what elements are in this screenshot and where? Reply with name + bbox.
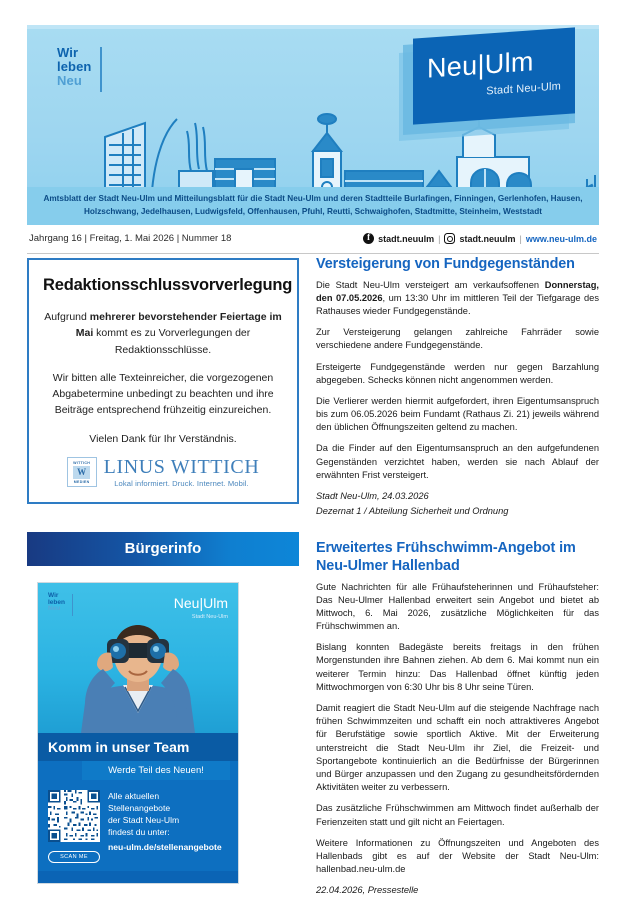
job-logo-neu: Neu: [173, 594, 200, 611]
job-logo-subtitle: Stadt Neu-Ulm: [191, 613, 228, 620]
wittich-mark-letter: [73, 466, 90, 479]
article-paragraph: Gute Nachrichten für alle Frühaufsteherinnen und Frühaufsteher: Das Neu-Ulmer Hallenbad erweitert sein Angebot und bietet ab Mittwoch, 6. Mai 2026, zusätzliche Möglichkeiten für das Frühschwimmen an.: [316, 581, 599, 632]
wittich-logo-mark: [67, 457, 97, 487]
article-headline: Erweitertes Frühschwimm-Angebot im Neu-Ulmer Hallenbad: [316, 540, 576, 574]
editorial-box-title: Redaktionsschlussvorverlegung: [43, 276, 293, 294]
claim-line-2: leben: [57, 59, 92, 75]
logo-text-group: [413, 27, 575, 124]
masthead-top-rule: [27, 25, 599, 29]
article-credit-line-2: Dezernat 1 / Abteilung Sicherheit und Ordnung: [316, 506, 509, 517]
job-ad-footer-bar: [38, 871, 238, 883]
ed-p1-c: kommt es zu Vorverlegungen der Redaktionsschlüsse.: [93, 327, 251, 356]
editorial-paragraph-1: [43, 309, 283, 358]
logo-word-ulm: Ulm: [484, 46, 534, 80]
city-logo: [399, 33, 589, 143]
job-logo-wordmark: Neu|Ulm: [173, 594, 228, 611]
publisher-tagline: Lokal informiert. Druck. Internet. Mobil.: [114, 478, 249, 488]
issue-meta: Jahrgang 16 | Freitag, 1. Mai 2026 | Nummer 18: [29, 233, 232, 244]
claim-line-3: Neu: [57, 73, 82, 89]
website-link[interactable]: www.neu-ulm.de: [525, 233, 597, 244]
editorial-paragraph-2: Wir bitten alle Texteinreicher, die vorgezogenen Abgabetermine unbedingt zu beachten und ihre Beiträge entsprechend frühzeitig einzureichen.: [52, 371, 274, 417]
logo-word-neu: Neu: [427, 50, 478, 84]
separator-1: |: [438, 233, 441, 244]
article-paragraph: Damit reagiert die Stadt Neu-Ulm auf die steigende Nachfrage nach frühen Schwimmzeiten und schafft ein noch attraktiveres Angebot für Berufstätige sowie sportlich Aktive. Mit der Erweiterung unterstreicht die Stadt Neu-Ulm ihr Ziel, die Freizeit- und Sportangebote kontinuierlich an die Bedürfnisse der Bürgerinnen und Bürger anzupassen und den Zugang zu gesundheitsfördernden Aktivitäten weiter zu verbessern.: [316, 703, 599, 793]
article-paragraph: Da die Finder auf den Eigentumsanspruch an den aufgefundenen Gegenständen verzichtet haben, werden sie nach Ablauf der erwähnten Frist versteigert.: [316, 443, 599, 480]
job-text-line-3: der Stadt Neu-Ulm: [108, 815, 180, 826]
job-advertisement[interactable]: [37, 582, 239, 884]
article-paragraph: Weitere Informationen zu Öffnungszeiten und Angeboten des Hallenbads gibt es auf der Website der Stadt Neu-Ulm: hallenbad.neu-ulm.de: [316, 837, 599, 875]
job-ad-photo: [38, 583, 238, 733]
article-auction: [316, 256, 599, 518]
wittich-mark-bottom: MEDIEN: [73, 479, 90, 484]
instagram-icon[interactable]: [444, 233, 455, 244]
right-column: [316, 256, 599, 897]
ed-p1-a: Aufgrund: [44, 311, 90, 323]
job-text-line-2: Stellenangebote: [108, 803, 171, 814]
issue-line: [27, 231, 599, 254]
article-credit-line-1: Stadt Neu-Ulm, 24.03.2026: [316, 491, 429, 501]
editorial-paragraph-3: Vielen Dank für Ihr Verständnis.: [89, 432, 237, 445]
job-claim-divider: [72, 594, 73, 616]
claim-line-1: Wir: [57, 45, 79, 60]
publisher-name: LINUS WITTICH: [103, 455, 260, 478]
masthead-footer-text: Amtsblatt der Stadt Neu-Ulm und Mitteilungsblatt für die Stadt Neu-Ulm und deren Stadtteile Burlafingen, Finningen, Gerlenhofen, Hausen, Holzschwang, Jedelhausen, Ludwigsfeld, Offenhausen, Pfuhl, Reutti, Schwaighofen, Stadtmitte, Steinheim, Weststadt: [27, 187, 599, 225]
ed-p1-bold: mehrerer bevorstehender Feiertage im Mai: [75, 311, 282, 340]
publisher-text: [104, 457, 260, 488]
facebook-handle[interactable]: stadt.neuulm: [378, 233, 435, 244]
job-ad-claim: [48, 593, 65, 613]
article-paragraph: Die Verlierer werden hiermit aufgefordert, ihren Eigentumsanspruch bis zum 06.05.2026 beim Fundamt (Rathaus Zi. 21) jeweils während den üblichen Öffnungszeiten geltend zu machen.: [316, 395, 599, 433]
article-paragraph: Ersteigerte Fundgegenstände werden nur gegen Barzahlung abgegeben. Schecks können nicht angenommen werden.: [316, 361, 599, 385]
social-links: [363, 233, 597, 244]
article-swimming: [316, 540, 599, 897]
qr-code-block[interactable]: [48, 790, 100, 863]
job-logo-ulm: Ulm: [203, 594, 228, 611]
article-headline: Versteigerung von Fundgegenständen: [316, 256, 575, 272]
buergerinfo-section-banner: [27, 532, 299, 566]
job-ad-text: [108, 790, 222, 853]
scan-me-badge: SCAN ME: [48, 851, 100, 863]
job-ad-body: [38, 780, 238, 871]
editorial-deadline-box: [27, 258, 299, 504]
job-text-line-4: findest du unter:: [108, 827, 170, 838]
person-with-binoculars-photo: [63, 621, 213, 733]
publisher-logo: [43, 457, 283, 488]
masthead: [27, 25, 599, 225]
job-claim-3: Neu: [48, 605, 61, 613]
job-ad-logo: [174, 595, 228, 620]
job-claim-2: leben: [48, 598, 65, 606]
qr-code-icon[interactable]: [48, 790, 100, 842]
wittich-mark-top: WITTICH: [73, 460, 91, 465]
article-paragraph: Bislang konnten Badegäste bereits freitags in den frühen Morgenstunden ihre Bahnen ziehen. Ab dem 6. Mai kommt nun ein weiterer Termin hinzu: Das Hallenbad öffnet künftig jeden Mittwochmorgen von 6:30 Uhr bis 8 Uhr seine Türen.: [316, 642, 599, 692]
job-ad-subtitle: Werde Teil des Neuen!: [82, 761, 230, 780]
logo-wordmark: Neu|Ulm: [427, 46, 534, 84]
separator-2: |: [519, 233, 522, 244]
buergerinfo-label: Bürgerinfo: [124, 540, 202, 558]
logo-subtitle: Stadt Neu-Ulm: [486, 80, 561, 98]
job-claim-1: Wir: [48, 591, 59, 599]
article-paragraph: Die Stadt Neu-Ulm versteigert am verkaufsoffenen Donnerstag, den 07.05.2026, um 13:30 Uhr im mittleren Teil der Tiefgarage des Rathauses wieder Fundgegenstände.: [316, 279, 599, 316]
facebook-icon[interactable]: [363, 233, 374, 244]
job-text-line-1: Alle aktuellen: [108, 790, 160, 801]
job-ad-title: Komm in unser Team: [38, 733, 238, 761]
article-paragraph: Das zusätzliche Frühschwimmen am Mittwoch findet außerhalb der Ferienzeiten statt und gilt nicht an Feiertagen.: [316, 803, 599, 827]
left-column: [27, 258, 299, 884]
article-paragraph: Zur Versteigerung gelangen zahlreiche Fahrräder sowie verschiedene andere Fundgegenstände.: [316, 327, 599, 351]
instagram-handle[interactable]: stadt.neuulm: [459, 233, 516, 244]
job-ad-url[interactable]: neu-ulm.de/stellenangebote: [108, 841, 222, 852]
article-credit-line-1: 22.04.2026, Pressestelle: [316, 885, 419, 896]
auction-date-bold: Donnerstag, den 07.05.2026: [316, 279, 599, 303]
